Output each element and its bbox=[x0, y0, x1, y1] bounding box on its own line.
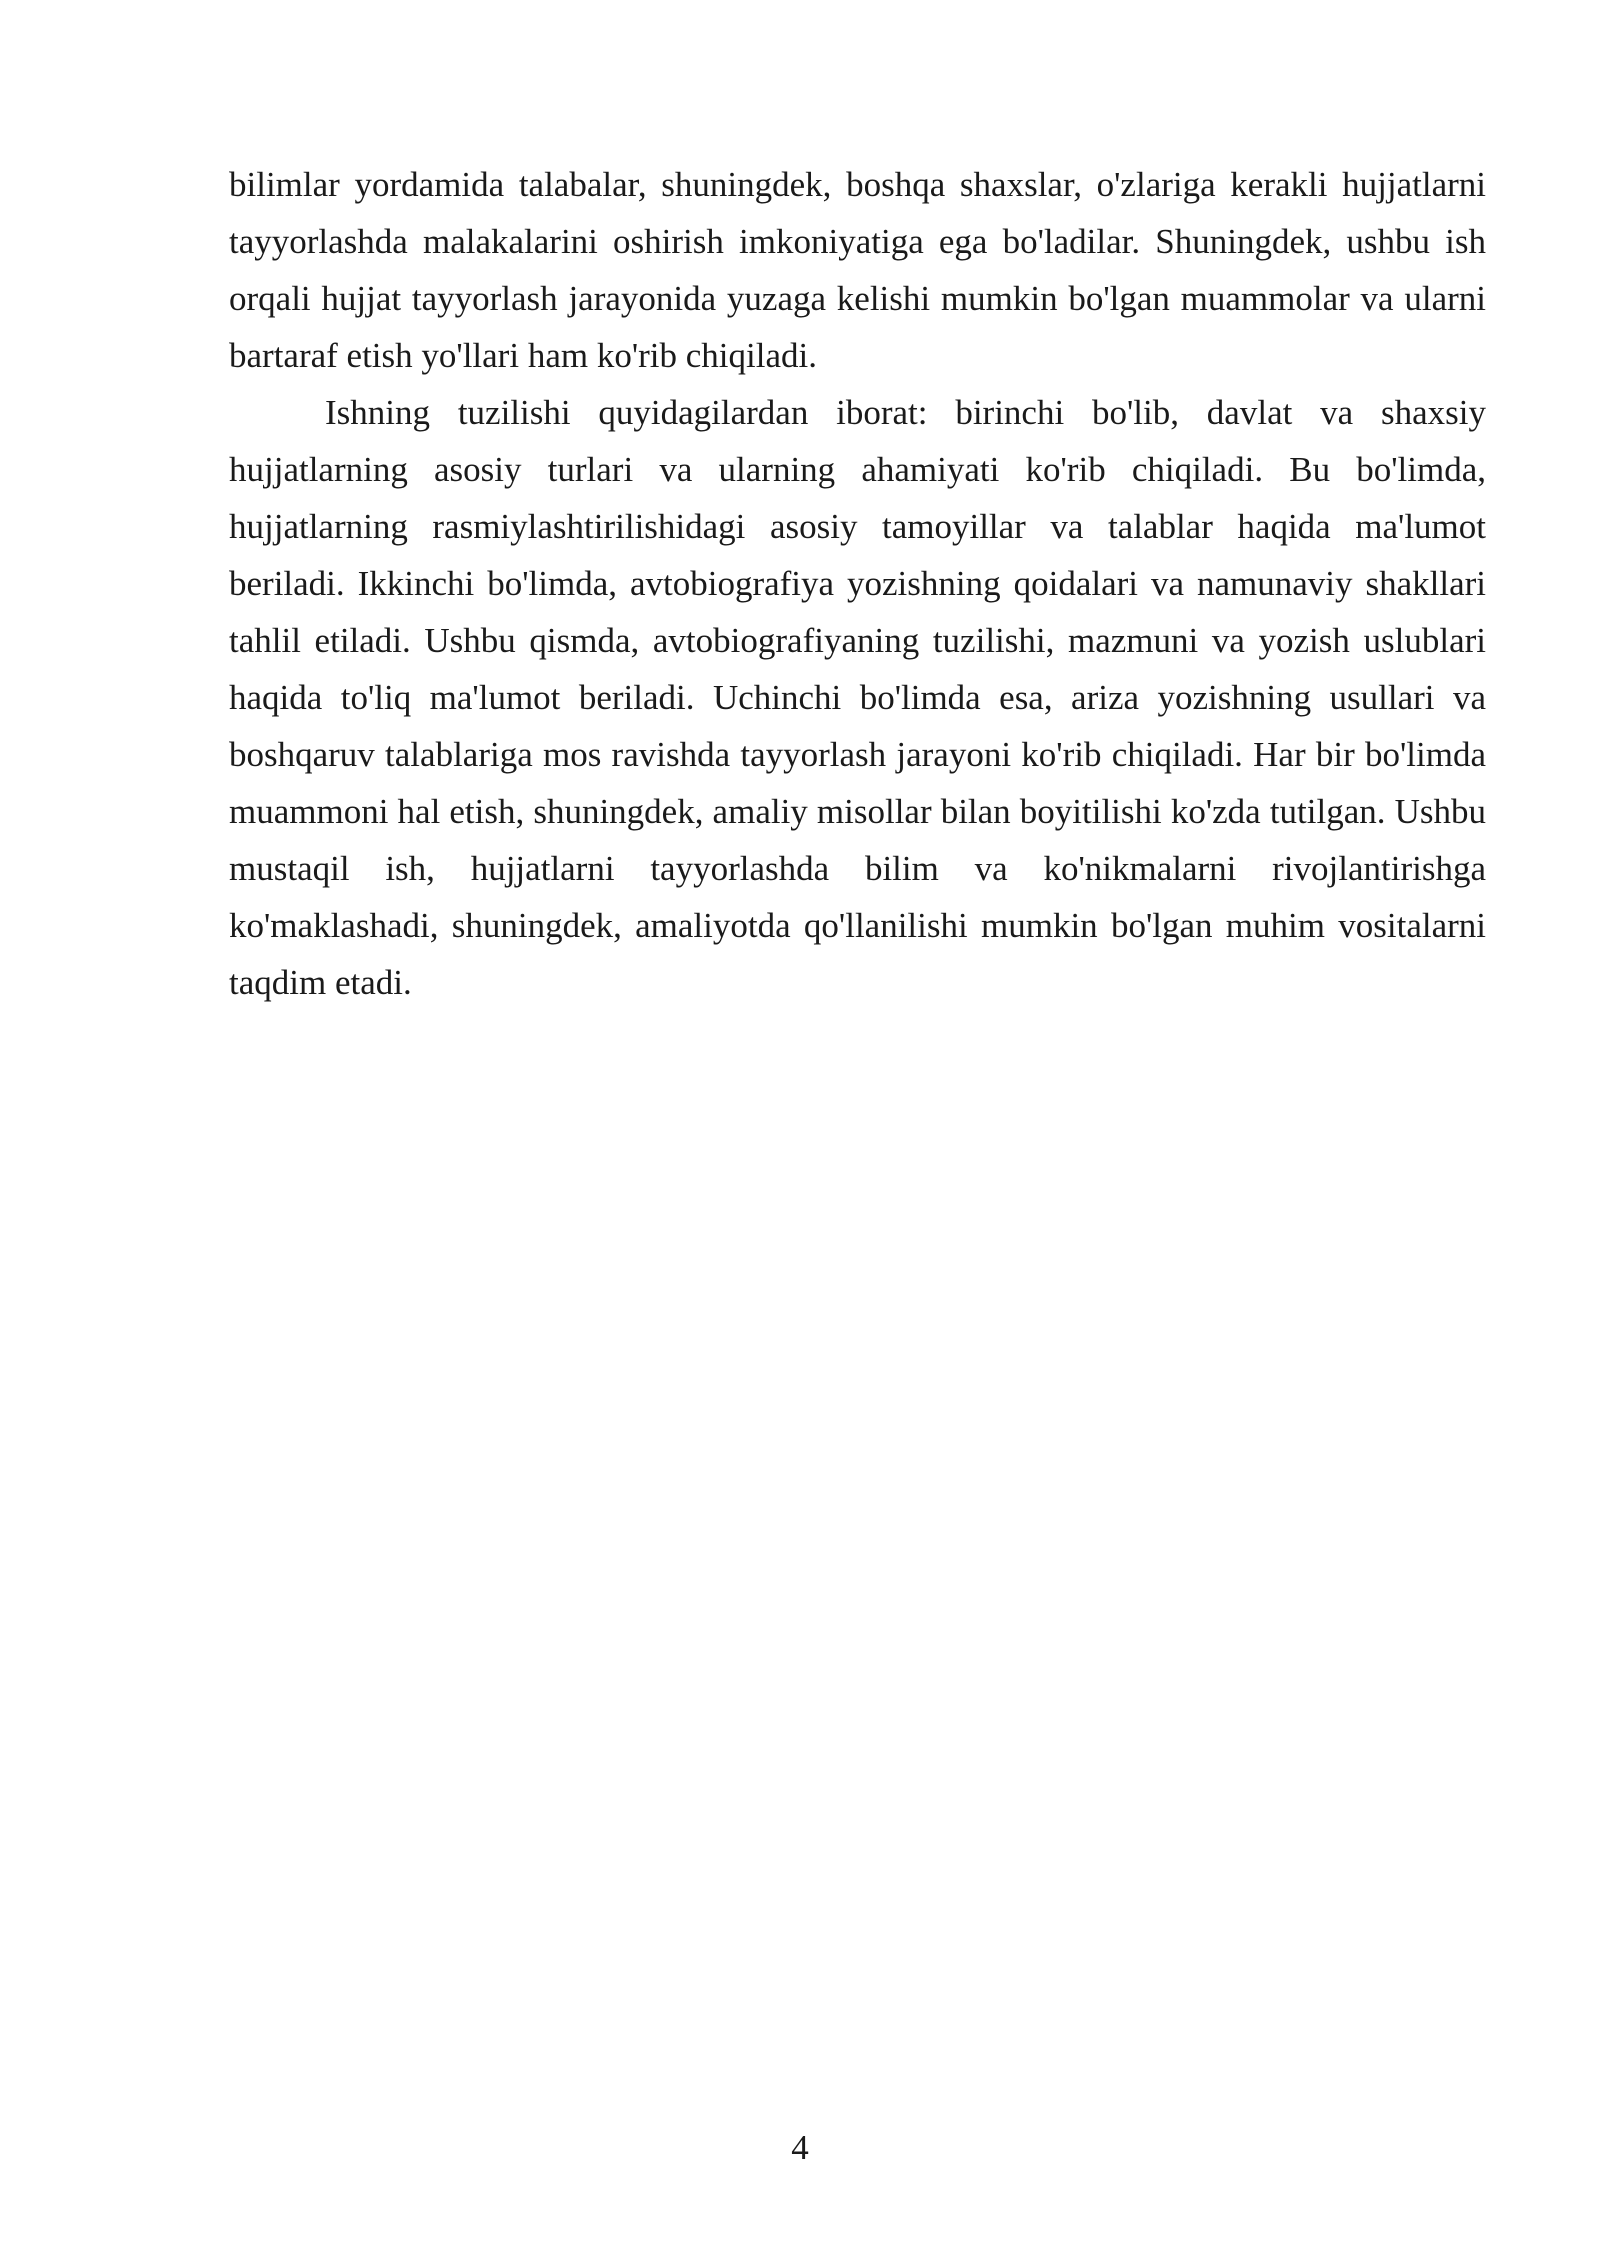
page-body bbox=[229, 156, 1486, 1011]
paragraph-structure: Ishning tuzilishi quyidagilardan iborat: birinchi bo'lib, davlat va shaxsiy hujjatlarning asosiy turlari va ularning ahamiyati ko'rib chiqiladi. Bu bo'limda, hujjatlarning rasmiylashtirilishidagi asosiy tamoyillar va talablar haqida ma'lumot beriladi. Ikkinchi bo'limda, avtobiografiya yozishning qoidalari va namunaviy shakllari tahlil etiladi. Ushbu qismda, avtobiografiyaning tuzilishi, mazmuni va yozish uslublari haqida to'liq ma'lumot beriladi. Uchinchi bo'limda esa, ariza yozishning usullari va boshqaruv talablariga mos ravishda tayyorlash jarayoni ko'rib chiqiladi. Har bir bo'limda muammoni hal etish, shuningdek, amaliy misollar bilan boyitilishi ko'zda tutilgan. Ushbu mustaqil ish, hujjatlarni tayyorlashda bilim va ko'nikmalarni rivojlantirishga ko'maklashadi, shuningdek, amaliyotda qo'llanilishi mumkin bo'lgan muhim vositalarni taqdim etadi. bbox=[229, 393, 1486, 1002]
page-number: 4 bbox=[791, 2128, 809, 2167]
paragraph-continuation: bilimlar yordamida talabalar, shuningdek, boshqa shaxslar, o'zlariga kerakli hujjatlarni tayyorlashda malakalarini oshirish imkoniyatiga ega bo'ladilar. Shuningdek, ushbu ish orqali hujjat tayyorlash jarayonida yuzaga kelishi mumkin bo'lgan muammolar va ularni bartaraf etish yo'llari ham ko'rib chiqiladi. bbox=[229, 165, 1486, 375]
